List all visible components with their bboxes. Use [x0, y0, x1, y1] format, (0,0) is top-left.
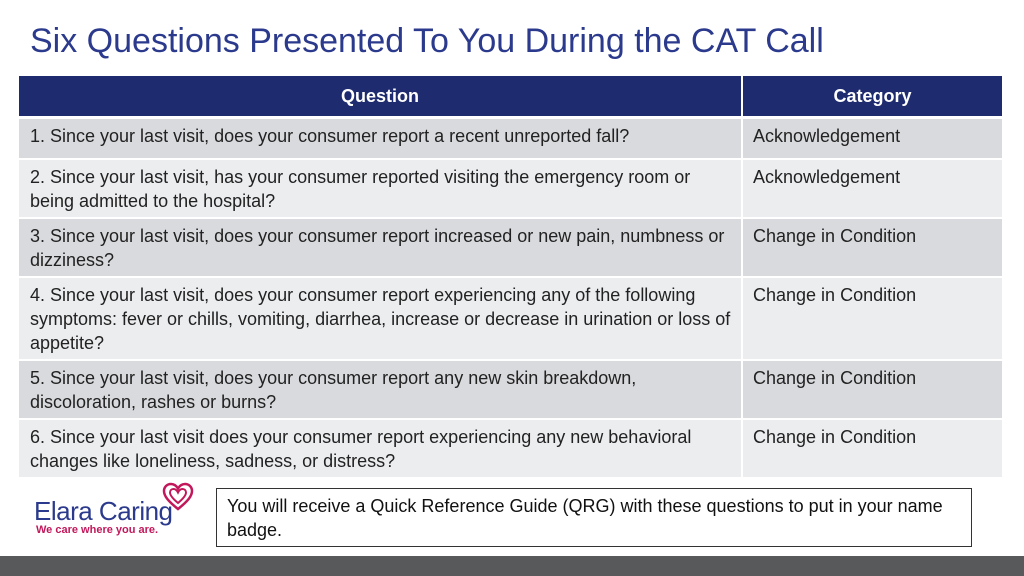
table-row	[19, 118, 1002, 159]
question-cell: 3. Since your last visit, does your consumer report increased or new pain, numbness or dizziness?	[19, 218, 742, 277]
category-cell: Acknowledgement	[742, 118, 1002, 159]
category-cell: Acknowledgement	[742, 159, 1002, 218]
questions-table	[19, 76, 1002, 479]
logo-name: Elara Caring	[34, 496, 173, 526]
table-row	[19, 419, 1002, 478]
question-cell: 4. Since your last visit, does your consumer report experiencing any of the following symptoms: fever or chills, vomiting, diarrhea, increase or decrease in urination or loss of appetite?	[19, 277, 742, 360]
table-row	[19, 360, 1002, 419]
question-cell: 5. Since your last visit, does your consumer report any new skin breakdown, discoloration, rashes or burns?	[19, 360, 742, 419]
category-cell: Change in Condition	[742, 277, 1002, 360]
elara-caring-logo	[34, 482, 204, 542]
category-cell: Change in Condition	[742, 360, 1002, 419]
category-cell: Change in Condition	[742, 218, 1002, 277]
question-cell: 6. Since your last visit does your consumer report experiencing any new behavioral changes like loneliness, sadness, or distress?	[19, 419, 742, 478]
footer-bar	[0, 556, 1024, 576]
question-cell: 2. Since your last visit, has your consumer reported visiting the emergency room or being admitted to the hospital?	[19, 159, 742, 218]
category-cell: Change in Condition	[742, 419, 1002, 478]
table-row	[19, 277, 1002, 360]
header-question: Question	[19, 76, 742, 118]
table-row	[19, 159, 1002, 218]
heart-icon	[162, 482, 194, 512]
logo-tagline: We care where you are.	[36, 524, 159, 536]
header-category: Category	[742, 76, 1002, 118]
table-row	[19, 218, 1002, 277]
page-title: Six Questions Presented To You During the CAT Call	[30, 22, 824, 60]
table-header-row	[19, 76, 1002, 118]
question-cell: 1. Since your last visit, does your consumer report a recent unreported fall?	[19, 118, 742, 159]
qrg-note: You will receive a Quick Reference Guide (QRG) with these questions to put in your name badge.	[216, 488, 972, 547]
